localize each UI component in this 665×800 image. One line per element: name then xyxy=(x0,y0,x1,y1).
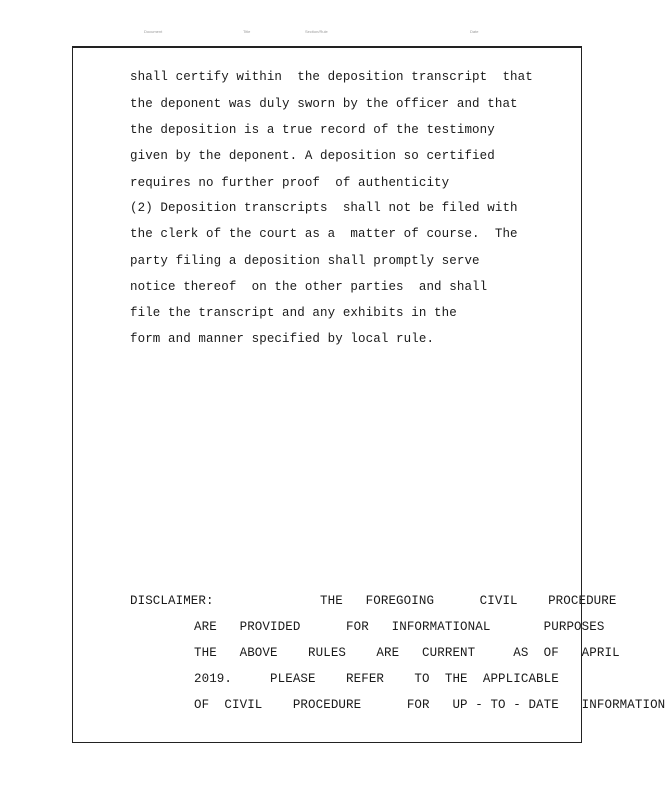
body-line: the clerk of the court as a matter of course. The xyxy=(130,227,518,241)
body-line: given by the deponent. A deposition so certified xyxy=(130,149,495,163)
disclaimer-line: 2019. PLEASE REFER TO THE APPLICABLE xyxy=(194,672,559,686)
body-line: file the transcript and any exhibits in the xyxy=(130,306,457,320)
body-line: the deponent was duly sworn by the officer and that xyxy=(130,97,518,111)
body-line: notice thereof on the other parties and shall xyxy=(130,280,488,294)
header-doc-label: Document xyxy=(144,29,163,34)
header-section-label: Section/Rule xyxy=(305,29,328,34)
body-line: (2) Deposition transcripts shall not be filed with xyxy=(130,201,518,215)
disclaimer-line: THE ABOVE RULES ARE CURRENT AS OF APRIL xyxy=(194,646,620,660)
header-title-label: Title xyxy=(243,29,251,34)
body-line: the deposition is a true record of the testimony xyxy=(130,123,495,137)
disclaimer-line: DISCLAIMER: THE FOREGOING CIVIL PROCEDURE xyxy=(130,594,617,608)
body-line: party filing a deposition shall promptly serve xyxy=(130,254,480,268)
body-line: requires no further proof of authenticity xyxy=(130,176,450,190)
disclaimer-line: OF CIVIL PROCEDURE FOR UP - TO - DATE INFORMATION xyxy=(194,698,665,712)
body-line: form and manner specified by local rule. xyxy=(130,332,435,346)
disclaimer-line: ARE PROVIDED FOR INFORMATIONAL PURPOSES xyxy=(194,620,605,634)
body-line: shall certify within the deposition transcript that xyxy=(130,70,533,84)
header-date-label: Date xyxy=(470,29,479,34)
